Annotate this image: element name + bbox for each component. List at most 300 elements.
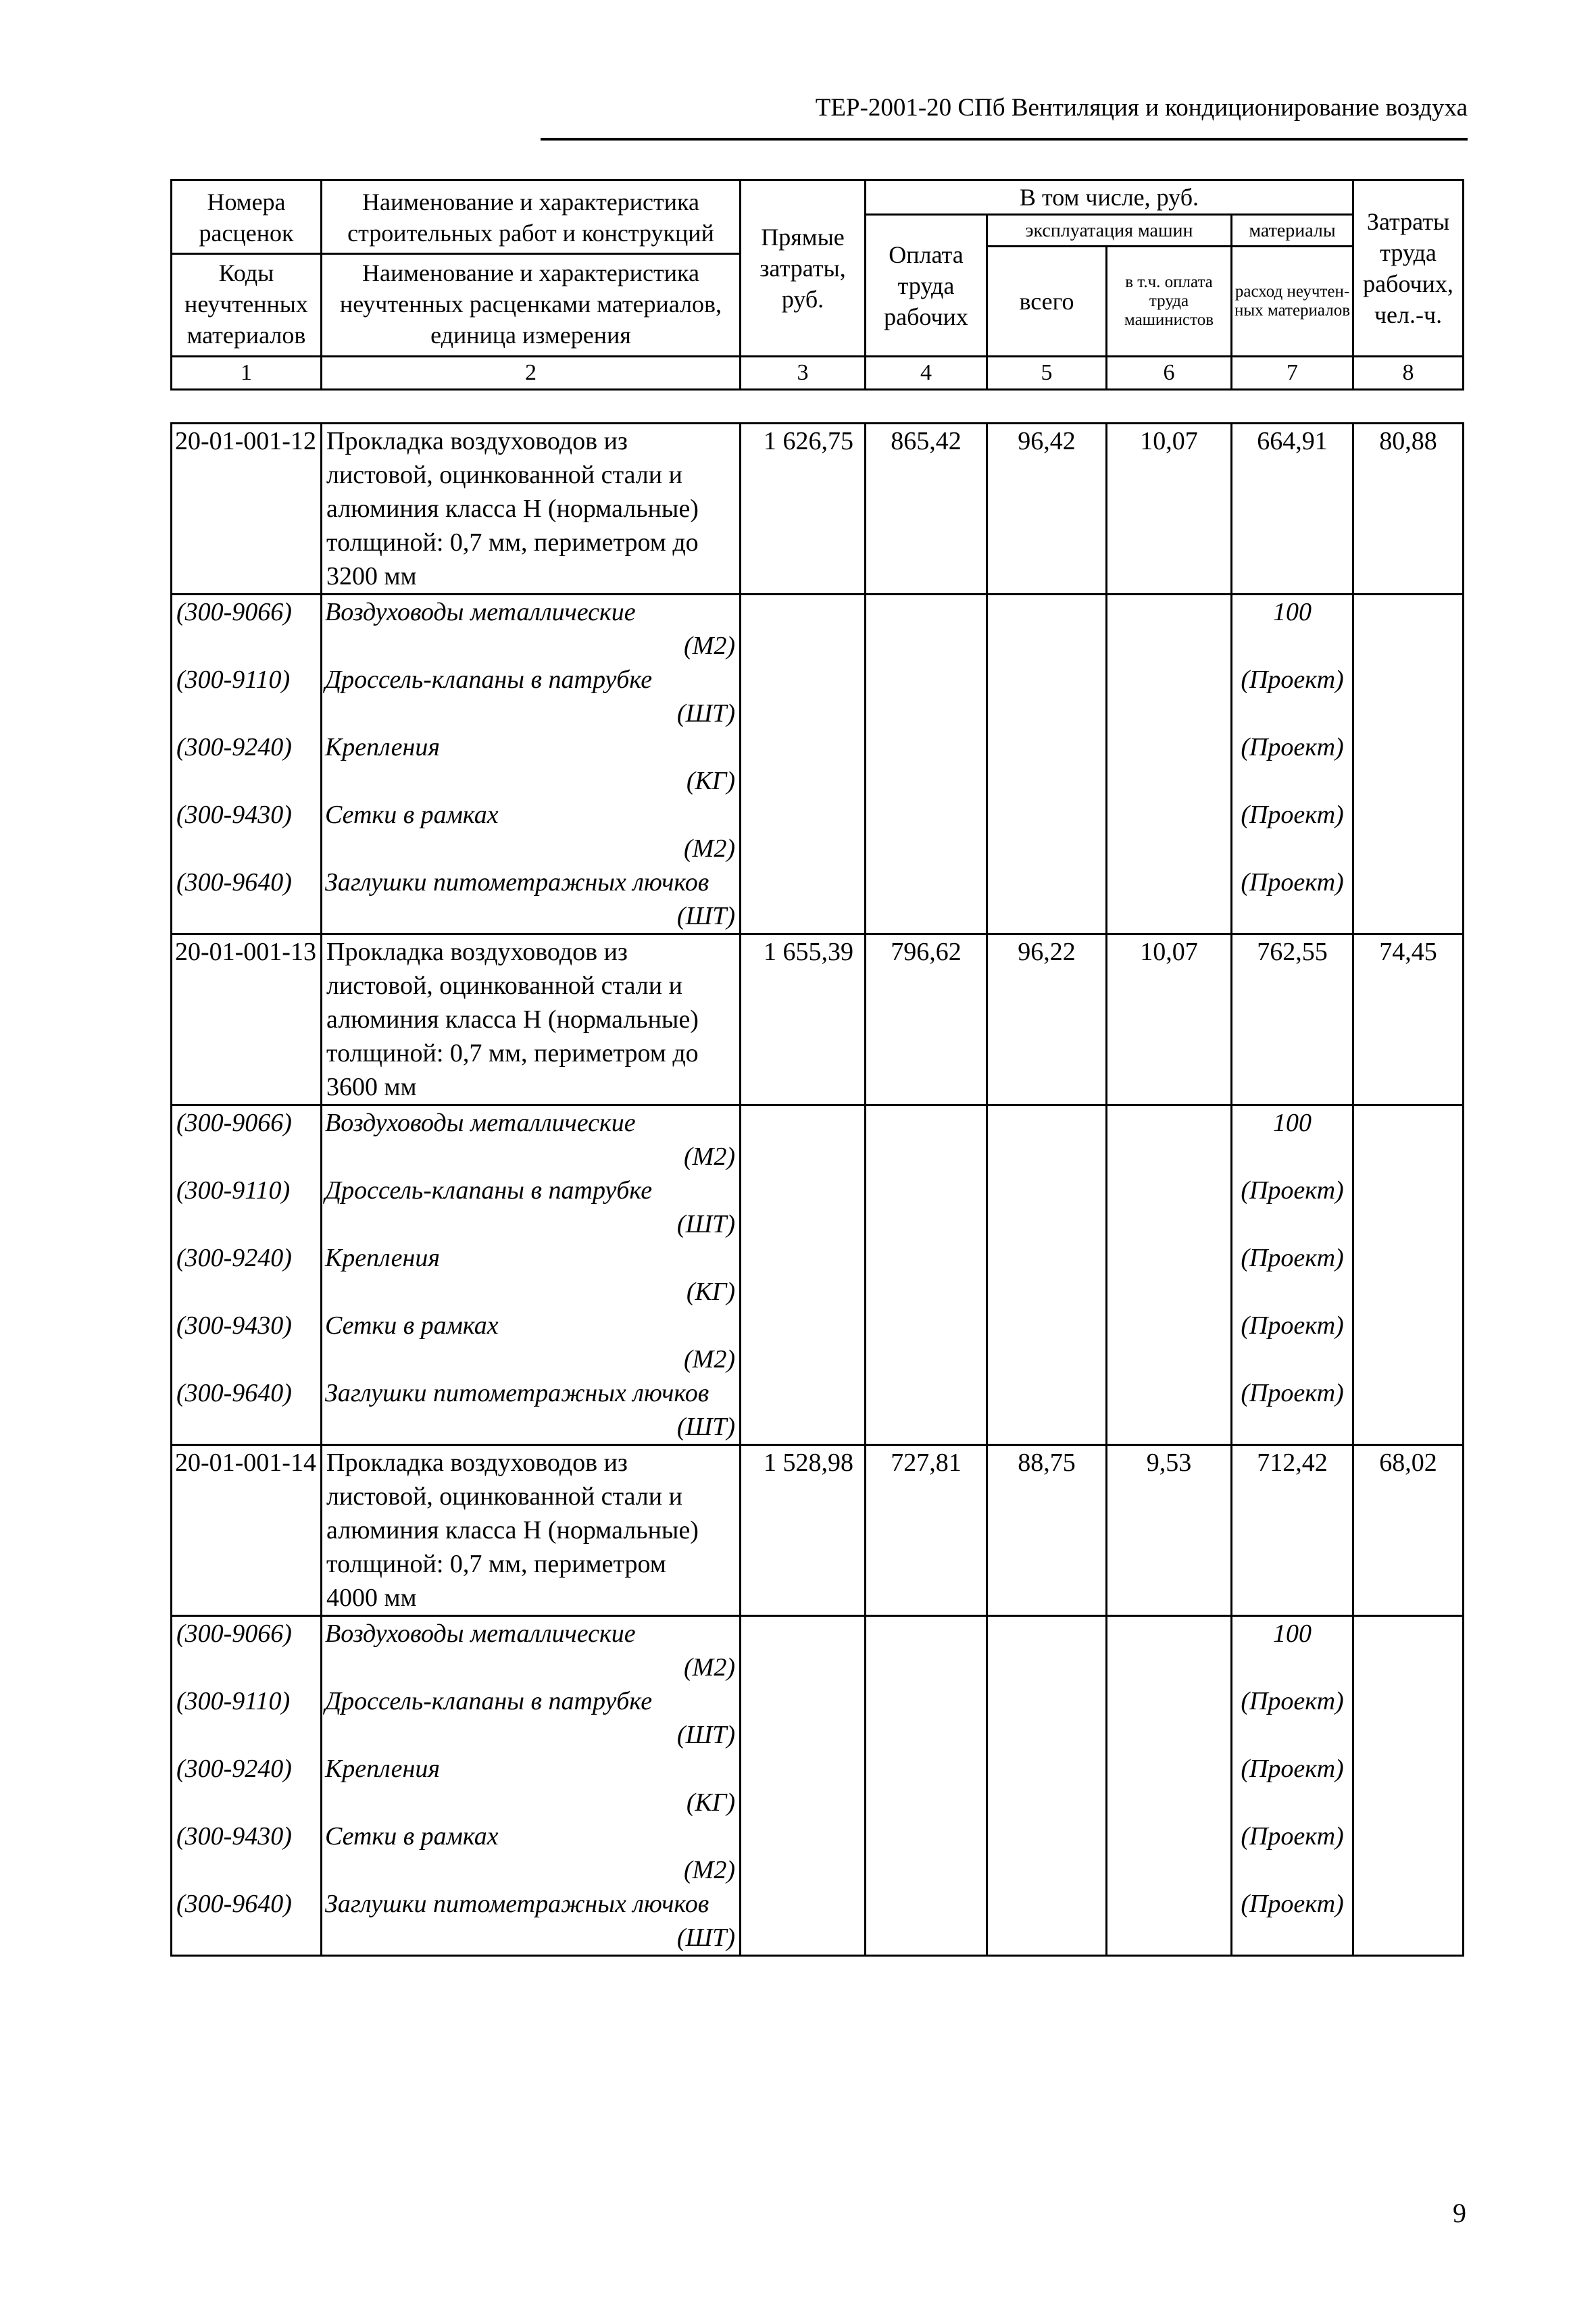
material-name: Заглушки питометражных лючков [322,1376,741,1410]
material-unit-row [172,1207,1464,1241]
empty-cell [866,1819,987,1853]
header-col1 [172,180,322,357]
empty-cell [1353,798,1464,832]
material-row [172,1684,1464,1718]
material-unit: (М2) [322,1651,741,1684]
material-unit-row [172,1921,1464,1956]
rate-labor-pay: 727,81 [866,1445,987,1616]
empty-cell [1107,663,1232,697]
material-name: Воздуховоды металлические [322,1105,741,1140]
material-quantity: (Проект) [1232,1684,1353,1718]
empty-cell [741,663,866,697]
empty-cell [1232,832,1353,865]
empty-cell [1353,1786,1464,1819]
material-row [172,1309,1464,1342]
empty-cell [1107,1616,1232,1651]
empty-cell [866,1616,987,1651]
rate-labor-pay: 865,42 [866,424,987,595]
material-quantity: (Проект) [1232,1752,1353,1786]
empty-cell [741,865,866,899]
empty-cell [1107,899,1232,934]
rate-machines-total: 88,75 [987,1445,1107,1616]
material-unit-row [172,899,1464,934]
material-row [172,798,1464,832]
empty-cell [1107,1786,1232,1819]
empty-cell [987,899,1107,934]
empty-cell [866,1887,987,1921]
empty-cell [172,899,322,934]
empty-cell [741,1174,866,1207]
material-code: (300-9110) [172,1684,322,1718]
empty-cell [987,730,1107,764]
document-header-title: ТЕР-2001-20 СПб Вентиляция и кондиционирование воздуха [815,94,1468,122]
empty-cell [866,1105,987,1140]
header-col2-bottom: Наименование и характеристика неучтенных расценками материалов, единица измерения [322,253,739,353]
empty-cell [741,1376,866,1410]
empty-cell [172,1853,322,1887]
empty-cell [1232,1651,1353,1684]
material-unit: (ШТ) [322,1410,741,1445]
material-unit: (М2) [322,1342,741,1376]
empty-cell [1353,865,1464,899]
empty-cell [866,1718,987,1752]
rate-materials: 712,42 [1232,1445,1353,1616]
empty-cell [1353,832,1464,865]
material-unit-row [172,1786,1464,1819]
empty-cell [866,764,987,798]
rate-name-line: толщиной: 0,7 мм, периметром до [326,1039,699,1067]
material-unit: (М2) [322,1853,741,1887]
material-unit-row [172,629,1464,663]
empty-cell [1232,1921,1353,1956]
empty-cell [987,663,1107,697]
material-name: Воздуховоды металлические [322,595,741,630]
empty-cell [172,1140,322,1174]
column-number: 5 [987,357,1107,390]
material-unit-row [172,1651,1464,1684]
empty-cell [741,899,866,934]
material-code: (300-9640) [172,1376,322,1410]
rate-machinists-pay: 9,53 [1107,1445,1232,1616]
rate-materials: 762,55 [1232,934,1353,1105]
material-name: Дроссель-клапаны в патрубке [322,663,741,697]
empty-cell [172,764,322,798]
empty-cell [987,1921,1107,1956]
material-row [172,1752,1464,1786]
empty-cell [741,1616,866,1651]
empty-cell [741,1684,866,1718]
rates-table [170,422,1464,1957]
rate-code: 20-01-001-14 [172,1445,322,1616]
rate-name-line: толщиной: 0,7 мм, периметром [326,1550,666,1578]
material-quantity: 100 [1232,1105,1353,1140]
empty-cell [1107,1752,1232,1786]
empty-cell [987,1752,1107,1786]
empty-cell [1232,697,1353,730]
empty-cell [1107,1275,1232,1309]
empty-cell [1232,629,1353,663]
rate-name-line: толщиной: 0,7 мм, периметром до [326,528,699,557]
header-col1-top: Номера расценок [199,188,294,247]
rate-name-line: листовой, оцинкованной стали и [326,972,682,1000]
empty-cell [172,629,322,663]
empty-cell [1232,1342,1353,1376]
empty-cell [866,1342,987,1376]
empty-cell [741,629,866,663]
header-col2 [322,180,741,357]
empty-cell [987,1718,1107,1752]
rate-name-line: Прокладка воздуховодов из [326,938,628,966]
empty-cell [1107,798,1232,832]
empty-cell [987,1616,1107,1651]
empty-cell [1107,1921,1232,1956]
empty-cell [987,1309,1107,1342]
empty-cell [987,1853,1107,1887]
empty-cell [1353,1853,1464,1887]
empty-cell [987,798,1107,832]
empty-cell [741,1241,866,1275]
column-number: 8 [1353,357,1464,390]
header-col1-bottom: Коды неучтенных материалов [172,253,320,353]
material-unit: (ШТ) [322,1207,741,1241]
empty-cell [987,1376,1107,1410]
empty-cell [1353,1241,1464,1275]
material-row [172,595,1464,630]
empty-cell [866,1651,987,1684]
rate-name-line: листовой, оцинкованной стали и [326,1482,682,1511]
empty-cell [1107,832,1232,865]
column-number: 3 [741,357,866,390]
empty-cell [1353,1140,1464,1174]
empty-cell [866,1853,987,1887]
empty-cell [741,1651,866,1684]
rate-machines-total: 96,22 [987,934,1107,1105]
empty-cell [172,1921,322,1956]
material-code: (300-9110) [172,1174,322,1207]
rate-labor-hours: 80,88 [1353,424,1464,595]
rate-machinists-pay: 10,07 [1107,934,1232,1105]
material-code: (300-9240) [172,1752,322,1786]
material-unit: (М2) [322,832,741,865]
empty-cell [1353,899,1464,934]
empty-cell [1107,595,1232,630]
empty-cell [866,730,987,764]
empty-cell [741,1786,866,1819]
material-unit-row [172,1718,1464,1752]
material-unit-row [172,1140,1464,1174]
material-unit-row [172,697,1464,730]
empty-cell [987,1207,1107,1241]
empty-cell [1353,1105,1464,1140]
empty-cell [866,1174,987,1207]
table-header [170,179,1464,391]
empty-cell [1232,1410,1353,1445]
empty-cell [741,798,866,832]
material-quantity: (Проект) [1232,1309,1353,1342]
material-code: (300-9110) [172,663,322,697]
material-name: Дроссель-клапаны в патрубке [322,1174,741,1207]
empty-cell [1107,1718,1232,1752]
rate-code: 20-01-001-12 [172,424,322,595]
empty-cell [741,697,866,730]
material-unit: (КГ) [322,764,741,798]
material-row [172,1105,1464,1140]
empty-cell [741,1410,866,1445]
empty-cell [1353,595,1464,630]
empty-cell [741,1309,866,1342]
material-name: Крепления [322,730,741,764]
empty-cell [1353,1887,1464,1921]
empty-cell [987,1342,1107,1376]
material-unit-row [172,1853,1464,1887]
material-name: Воздуховоды металлические [322,1616,741,1651]
material-quantity: (Проект) [1232,1241,1353,1275]
empty-cell [987,1275,1107,1309]
material-name: Дроссель-клапаны в патрубке [322,1684,741,1718]
empty-cell [866,1410,987,1445]
material-unit: (ШТ) [322,1718,741,1752]
empty-cell [1353,1616,1464,1651]
empty-cell [866,1752,987,1786]
empty-cell [987,764,1107,798]
empty-cell [866,1309,987,1342]
empty-cell [1107,1819,1232,1853]
rate-row [172,1445,1464,1616]
empty-cell [172,697,322,730]
rate-labor-pay: 796,62 [866,934,987,1105]
material-quantity: (Проект) [1232,1174,1353,1207]
empty-cell [1353,764,1464,798]
empty-cell [1353,1376,1464,1410]
empty-cell [172,1410,322,1445]
rate-direct-costs: 1 528,98 [741,1445,866,1616]
empty-cell [1353,663,1464,697]
material-quantity: (Проект) [1232,1376,1353,1410]
empty-cell [1232,1786,1353,1819]
empty-cell [1107,1140,1232,1174]
empty-cell [987,832,1107,865]
empty-cell [1353,730,1464,764]
empty-cell [1107,1207,1232,1241]
header-col4: Оплата труда рабочих [866,215,987,357]
rate-name-line: 4000 мм [326,1584,417,1612]
rate-labor-hours: 68,02 [1353,1445,1464,1616]
empty-cell [866,697,987,730]
empty-cell [987,1651,1107,1684]
material-unit: (ШТ) [322,899,741,934]
empty-cell [987,629,1107,663]
empty-cell [1353,1342,1464,1376]
empty-cell [866,629,987,663]
rate-name-line: Прокладка воздуховодов из [326,427,628,455]
rate-name-line: 3600 мм [326,1073,417,1101]
empty-cell [1232,1853,1353,1887]
empty-cell [1353,1718,1464,1752]
material-name: Сетки в рамках [322,798,741,832]
material-code: (300-9066) [172,595,322,630]
material-row [172,865,1464,899]
empty-cell [1353,1752,1464,1786]
empty-cell [741,1275,866,1309]
empty-cell [1232,1718,1353,1752]
empty-cell [1107,1342,1232,1376]
empty-cell [987,865,1107,899]
material-row [172,1174,1464,1207]
empty-cell [866,1921,987,1956]
material-unit-row [172,1410,1464,1445]
empty-cell [987,1819,1107,1853]
material-quantity: 100 [1232,595,1353,630]
empty-cell [1107,1853,1232,1887]
material-row [172,730,1464,764]
rate-materials: 664,91 [1232,424,1353,595]
empty-cell [1107,1309,1232,1342]
material-unit-row [172,1342,1464,1376]
rate-name-line: 3200 мм [326,562,417,590]
rate-direct-costs: 1 655,39 [741,934,866,1105]
empty-cell [741,1752,866,1786]
empty-cell [866,1241,987,1275]
empty-cell [741,1207,866,1241]
empty-cell [866,798,987,832]
rate-code: 20-01-001-13 [172,934,322,1105]
empty-cell [1107,764,1232,798]
header-materials: материалы [1232,215,1353,247]
empty-cell [1107,629,1232,663]
material-quantity: (Проект) [1232,1819,1353,1853]
empty-cell [741,1105,866,1140]
empty-cell [1353,629,1464,663]
empty-cell [1107,1887,1232,1921]
empty-cell [1353,1410,1464,1445]
empty-cell [866,1275,987,1309]
material-name: Сетки в рамках [322,1819,741,1853]
empty-cell [1232,1275,1353,1309]
empty-cell [1353,1819,1464,1853]
empty-cell [172,1207,322,1241]
empty-cell [987,1105,1107,1140]
material-quantity: 100 [1232,1616,1353,1651]
empty-cell [1353,1309,1464,1342]
empty-cell [987,595,1107,630]
rate-machinists-pay: 10,07 [1107,424,1232,595]
rate-machines-total: 96,42 [987,424,1107,595]
rate-name-line: листовой, оцинкованной стали и [326,461,682,489]
empty-cell [172,1718,322,1752]
material-code: (300-9240) [172,1241,322,1275]
material-quantity: (Проект) [1232,798,1353,832]
column-number: 7 [1232,357,1353,390]
material-unit-row [172,1275,1464,1309]
material-name: Заглушки питометражных лючков [322,865,741,899]
rate-name-line: алюминия класса Н (нормальные) [326,1005,699,1034]
empty-cell [987,1241,1107,1275]
empty-cell [1353,1174,1464,1207]
empty-cell [741,730,866,764]
empty-cell [1107,697,1232,730]
material-code: (300-9066) [172,1616,322,1651]
material-row [172,1241,1464,1275]
empty-cell [741,1140,866,1174]
material-name: Крепления [322,1752,741,1786]
empty-cell [866,595,987,630]
material-quantity: (Проект) [1232,865,1353,899]
empty-cell [1107,1684,1232,1718]
empty-cell [1353,1684,1464,1718]
column-number: 2 [322,357,741,390]
empty-cell [866,1207,987,1241]
empty-cell [1107,1174,1232,1207]
empty-cell [172,1342,322,1376]
empty-cell [987,1684,1107,1718]
empty-cell [1107,1376,1232,1410]
material-name: Сетки в рамках [322,1309,741,1342]
empty-cell [172,1275,322,1309]
empty-cell [741,1887,866,1921]
empty-cell [741,1921,866,1956]
rate-labor-hours: 74,45 [1353,934,1464,1105]
empty-cell [987,1174,1107,1207]
empty-cell [1232,764,1353,798]
material-code: (300-9430) [172,1819,322,1853]
material-quantity: (Проект) [1232,1887,1353,1921]
empty-cell [1107,865,1232,899]
rate-name [322,424,741,595]
empty-cell [1107,730,1232,764]
empty-cell [741,764,866,798]
material-code: (300-9640) [172,865,322,899]
material-row [172,1376,1464,1410]
empty-cell [172,1651,322,1684]
header-col2-top: Наименование и характеристика строительных работ и конструкций [347,188,714,247]
header-machines: эксплуатация машин [987,215,1232,247]
empty-cell [741,1718,866,1752]
material-unit: (М2) [322,1140,741,1174]
material-unit: (КГ) [322,1275,741,1309]
material-unit-row [172,832,1464,865]
empty-cell [741,595,866,630]
rate-direct-costs: 1 626,75 [741,424,866,595]
empty-cell [1232,1140,1353,1174]
column-number: 6 [1107,357,1232,390]
material-code: (300-9430) [172,1309,322,1342]
empty-cell [866,1376,987,1410]
material-row [172,663,1464,697]
empty-cell [987,697,1107,730]
empty-cell [741,1819,866,1853]
page-number: 9 [1453,2198,1466,2228]
header-col6: в т.ч. оплата труда машинистов [1107,247,1232,357]
empty-cell [1107,1241,1232,1275]
material-code: (300-9430) [172,798,322,832]
empty-cell [1232,1207,1353,1241]
header-col5: всего [987,247,1107,357]
empty-cell [1353,1651,1464,1684]
empty-cell [987,1140,1107,1174]
empty-cell [987,1887,1107,1921]
empty-cell [866,1786,987,1819]
material-unit-row [172,764,1464,798]
column-number: 1 [172,357,322,390]
empty-cell [1353,1207,1464,1241]
empty-cell [172,1786,322,1819]
empty-cell [1107,1105,1232,1140]
empty-cell [987,1786,1107,1819]
empty-cell [741,1342,866,1376]
empty-cell [987,1410,1107,1445]
empty-cell [866,1140,987,1174]
material-unit: (М2) [322,629,741,663]
